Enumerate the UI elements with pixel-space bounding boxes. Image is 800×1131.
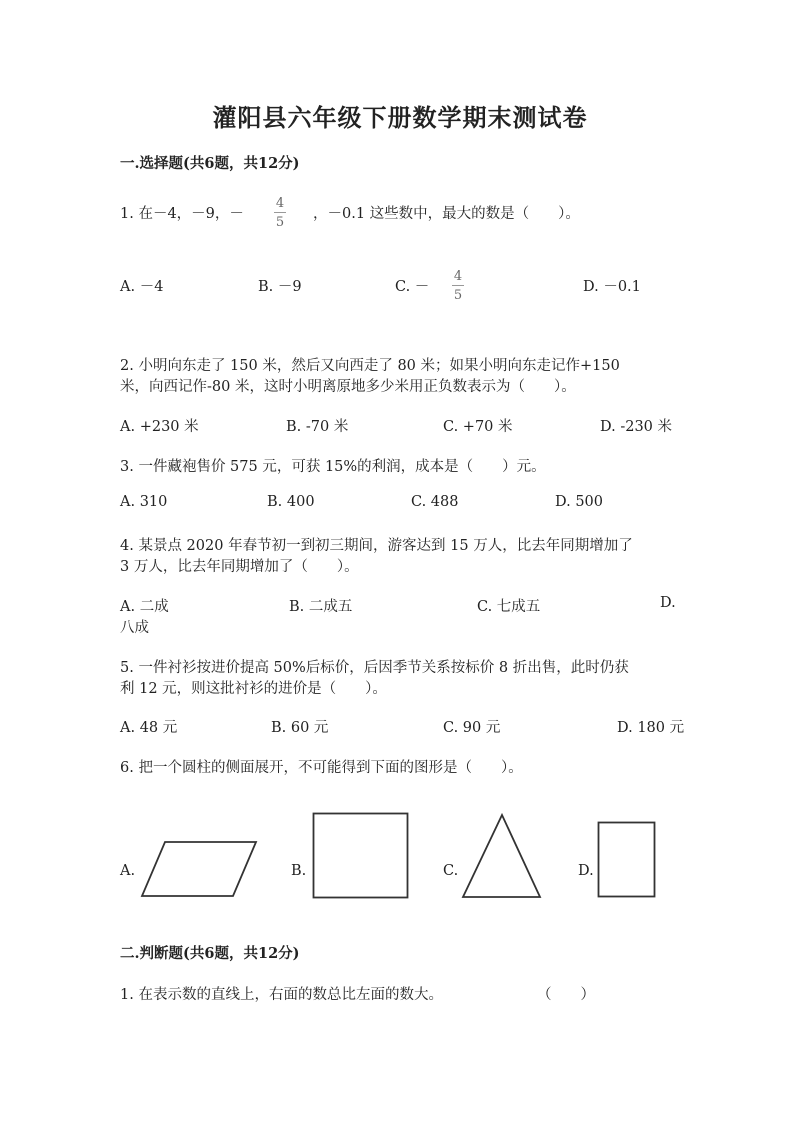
fraction-numerator: 4 [453, 269, 463, 284]
question-5-option-a: A. 48 元 [120, 720, 178, 736]
question-4-option-d-continued: 八成 [120, 620, 149, 636]
question-1-option-c: C. － [395, 279, 430, 295]
fraction-denominator: 5 [275, 215, 285, 230]
judgement-question-1-blank: （ ） [537, 987, 595, 1003]
question-1-fraction [273, 197, 287, 229]
question-1-option-c-fraction [451, 270, 465, 302]
question-3-option-c: C. 488 [411, 494, 459, 510]
parallelogram-figure [140, 838, 260, 900]
question-5-line-1: 5. 一件衬衫按进价提高 50%后标价，后因季节关系按标价 8 折出售，此时仍获 [120, 660, 629, 676]
question-5-option-b: B. 60 元 [271, 720, 329, 736]
rectangle-figure [597, 821, 657, 899]
judgement-question-1: 1. 在表示数的直线上，右面的数总比左面的数大。 [120, 987, 443, 1003]
question-2-option-c: C. +70 米 [443, 419, 513, 435]
question-3-option-d: D. 500 [555, 494, 604, 510]
question-1-option-a: A. －4 [120, 279, 164, 295]
question-5-option-c: C. 90 元 [443, 720, 501, 736]
question-1-prefix: 1. 在－4，－9，－ [120, 206, 244, 222]
question-5-option-d: D. 180 元 [617, 720, 685, 736]
question-3-option-b: B. 400 [267, 494, 315, 510]
question-2-option-b: B. -70 米 [286, 419, 349, 435]
question-4-line-2: 3 万人，比去年同期增加了（ ）。 [120, 559, 359, 575]
question-2-line-2: 米，向西记作-80 米，这时小明离原地多少米用正负数表示为（ ）。 [120, 379, 576, 395]
triangle-figure [461, 812, 543, 900]
question-4-line-1: 4. 某景点 2020 年春节初一到初三期间，游客达到 15 万人，比去年同期增加了 [120, 538, 633, 554]
question-1-option-d: D. －0.1 [583, 279, 641, 295]
question-3-line-1: 3. 一件藏袍售价 575 元，可获 15%的利润，成本是（ ）元。 [120, 459, 546, 475]
question-1-option-b: B. －9 [258, 279, 302, 295]
question-2-option-d: D. -230 米 [600, 419, 673, 435]
section-heading-judgement: 二.判断题(共6题，共12分) [120, 945, 300, 962]
question-1-suffix: ，－0.1 这些数中，最大的数是（ ）。 [313, 206, 580, 222]
fraction-numerator: 4 [275, 196, 285, 211]
question-5-line-2: 利 12 元，则这批衬衫的进价是（ ）。 [120, 681, 387, 697]
square-figure [312, 812, 410, 900]
question-6-option-b: B. [291, 863, 307, 879]
question-4-option-b: B. 二成五 [289, 599, 353, 615]
question-2-option-a: A. +230 米 [120, 419, 199, 435]
page-title: 灌阳县六年级下册数学期末测试卷 [212, 103, 588, 132]
question-4-option-a: A. 二成 [120, 599, 169, 615]
question-6-line-1: 6. 把一个圆柱的侧面展开，不可能得到下面的图形是（ ）。 [120, 760, 523, 776]
section-heading-choice: 一.选择题(共6题，共12分) [120, 155, 300, 172]
question-4-option-c: C. 七成五 [477, 599, 541, 615]
question-6-option-a: A. [120, 863, 136, 879]
question-2-line-1: 2. 小明向东走了 150 米，然后又向西走了 80 米；如果小明向东走记作+150 [120, 358, 620, 374]
question-4-option-d: D. [660, 595, 676, 611]
question-6-option-d: D. [578, 863, 594, 879]
question-3-option-a: A. 310 [120, 494, 168, 510]
fraction-denominator: 5 [453, 288, 463, 303]
question-6-option-c: C. [443, 863, 459, 879]
